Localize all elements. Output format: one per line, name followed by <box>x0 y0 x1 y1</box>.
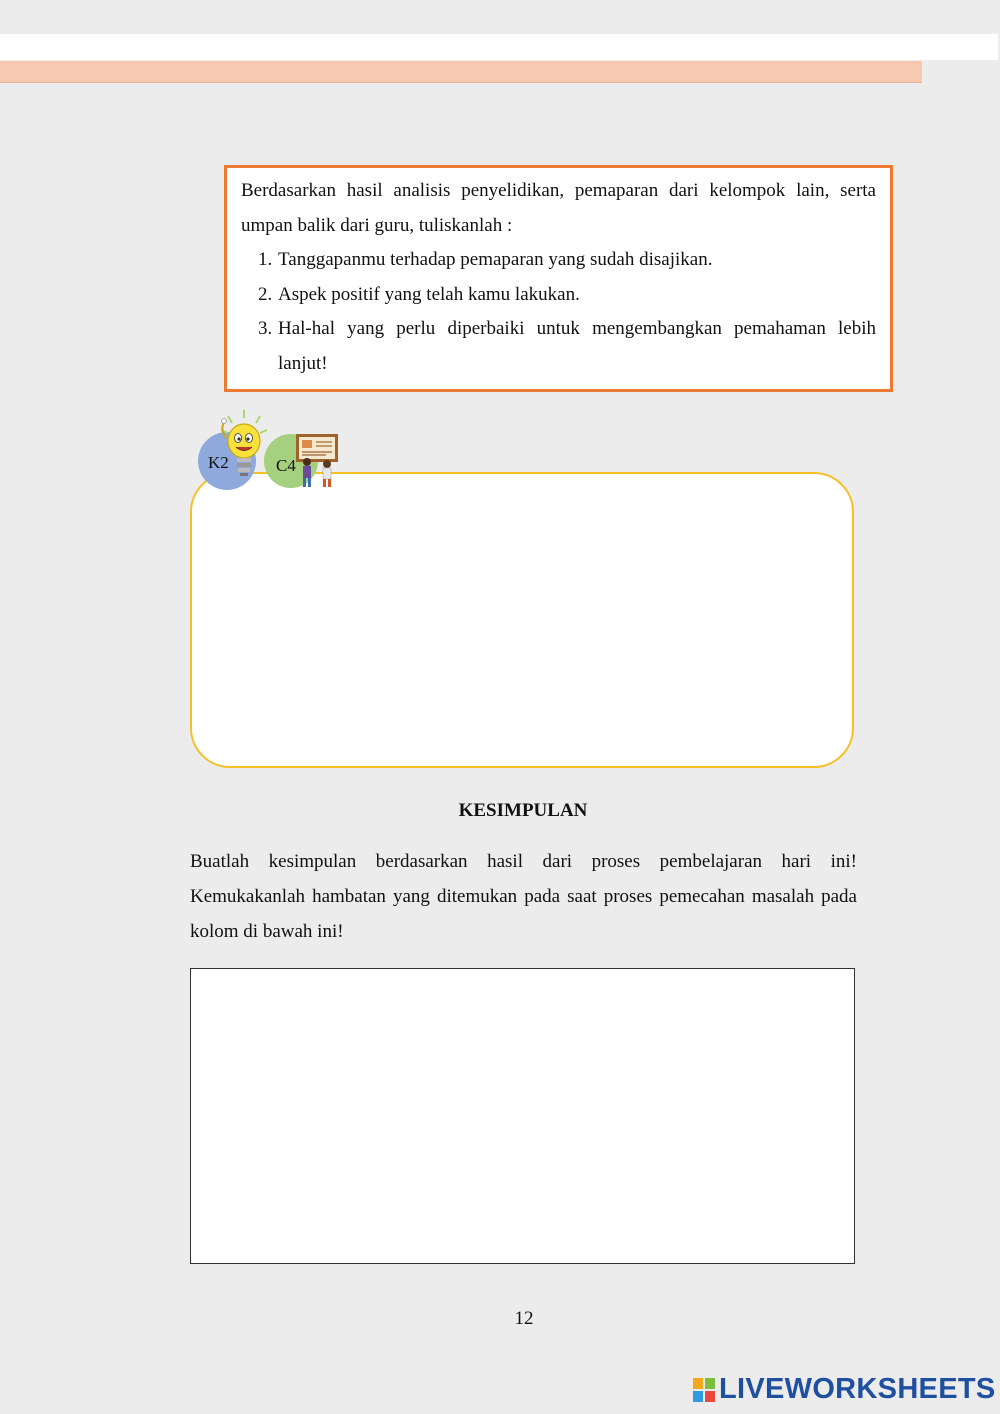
instruction-item: 2. Aspek positif yang telah kamu lakukan. <box>277 278 876 313</box>
conclusion-instructions: Buatlah kesimpulan berdasarkan hasil dari proses pembelajaran hari ini! Kemukakanlah hambatan yang ditemukan pada saat proses pemecahan masalah pada kolom di bawah ini! <box>190 851 857 942</box>
conclusion-title: KESIMPULAN <box>458 800 588 821</box>
top-peach-bar <box>0 61 922 83</box>
lightbulb-mascot-icon <box>218 408 270 484</box>
liveworksheets-logo-icon <box>693 1378 715 1402</box>
k2-label: K2 <box>208 453 229 472</box>
instruction-item: 3. Hal-hal yang perlu diperbaiki untuk mengembangkan pemahaman lebih lanjut! <box>277 312 876 381</box>
brand-name: LIVEWORKSHEETS <box>719 1373 996 1405</box>
instructions-box <box>224 165 893 392</box>
liveworksheets-brand[interactable] <box>693 1373 996 1406</box>
reflection-answer-box[interactable] <box>190 472 854 768</box>
instruction-item: 1. Tanggapanmu terhadap pemaparan yang sudah disajikan. <box>277 243 876 278</box>
students-at-board-icon <box>292 432 342 490</box>
page-number: 12 <box>514 1308 534 1329</box>
conclusion-answer-box[interactable] <box>190 968 855 1264</box>
c4-label: C4 <box>276 456 296 475</box>
top-white-bar <box>0 34 998 60</box>
instructions-intro: Berdasarkan hasil analisis penyelidikan, pemaparan dari kelompok lain, serta umpan balik dari guru, tuliskanlah : <box>241 180 876 236</box>
instructions-list <box>241 243 876 381</box>
